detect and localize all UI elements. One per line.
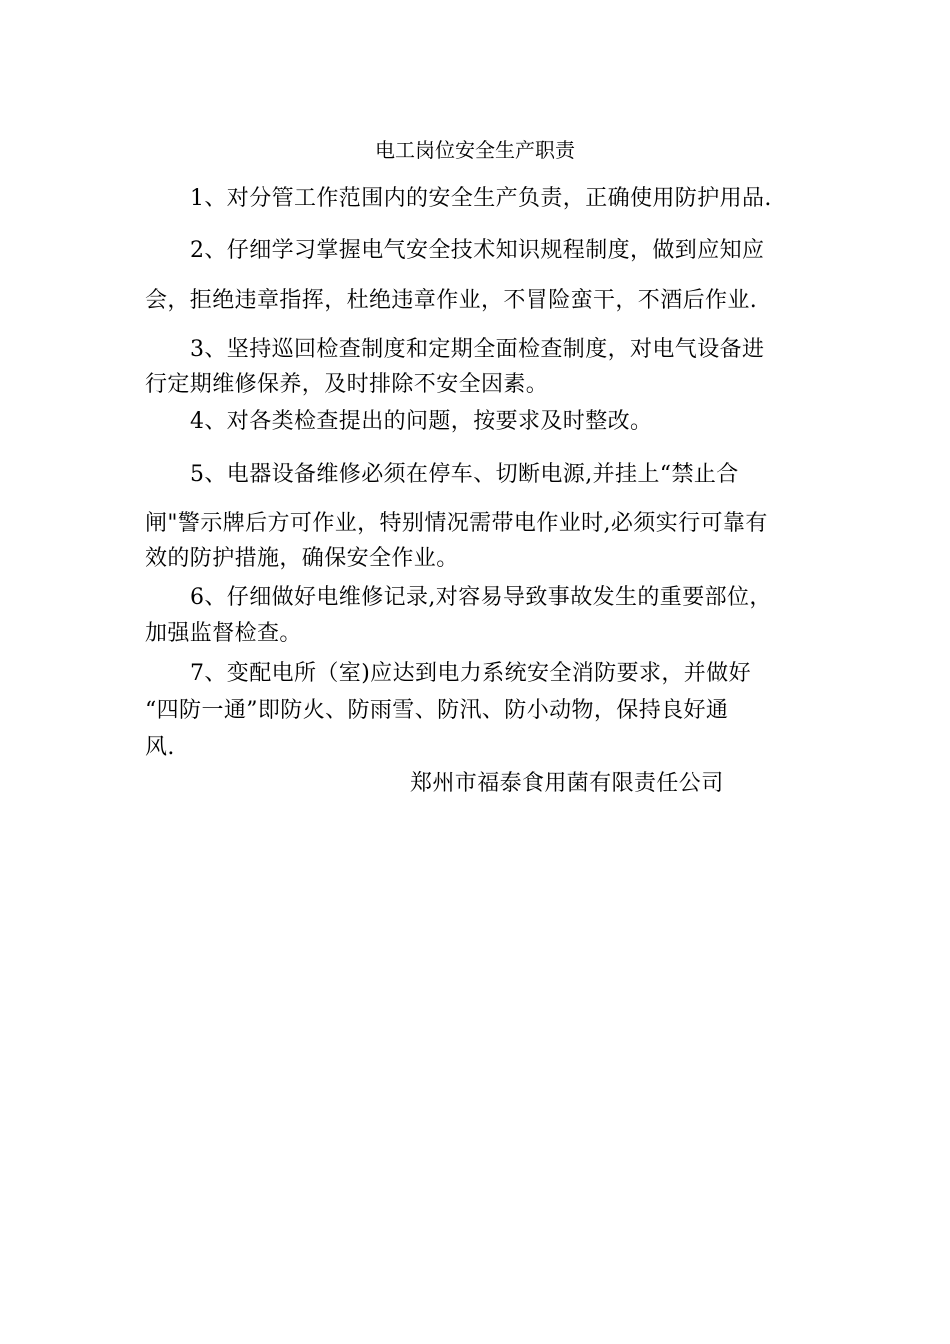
duty-item-2-line-1: 2、仔细学习掌握电气安全技术知识规程制度，做到应知应 [190, 238, 765, 263]
duty-item-5-line-2: 闸"警示牌后方可作业，特别情况需带电作业时,必须实行可靠有 [145, 511, 768, 536]
duty-item-5-line-3: 效的防护措施，确保安全作业。 [145, 546, 459, 571]
duty-item-3-line-2: 行定期维修保养，及时排除不安全因素。 [145, 372, 549, 397]
duty-item-7-line-2: “四防一通”即防火、防雨雪、防汛、防小动物，保持良好通 [145, 698, 729, 723]
duty-item-2-line-2: 会，拒绝违章指挥，杜绝违章作业，不冒险蛮干，不酒后作业. [145, 288, 758, 313]
duty-item-6-line-2: 加强监督检查。 [145, 621, 302, 646]
duty-item-7-line-3: 风. [145, 735, 175, 760]
duty-item-3-line-1: 3、坚持巡回检查制度和定期全面检查制度，对电气设备进 [190, 337, 765, 362]
duty-item-7-line-1: 7、变配电所（室)应达到电力系统安全消防要求，并做好 [190, 661, 751, 686]
company-signature: 郑州市福泰食用菌有限责任公司 [410, 771, 724, 796]
duty-item-5-line-1: 5、电器设备维修必须在停车、切断电源,并挂上“禁止合 [190, 462, 739, 487]
duty-item-1: 1、对分管工作范围内的安全生产负责，正确使用防护用品. [190, 186, 772, 211]
duty-item-6-line-1: 6、仔细做好电维修记录,对容易导致事故发生的重要部位， [190, 585, 772, 610]
duty-item-4: 4、对各类检查提出的问题，按要求及时整改。 [190, 409, 653, 434]
document-title: 电工岗位安全生产职责 [375, 138, 575, 162]
